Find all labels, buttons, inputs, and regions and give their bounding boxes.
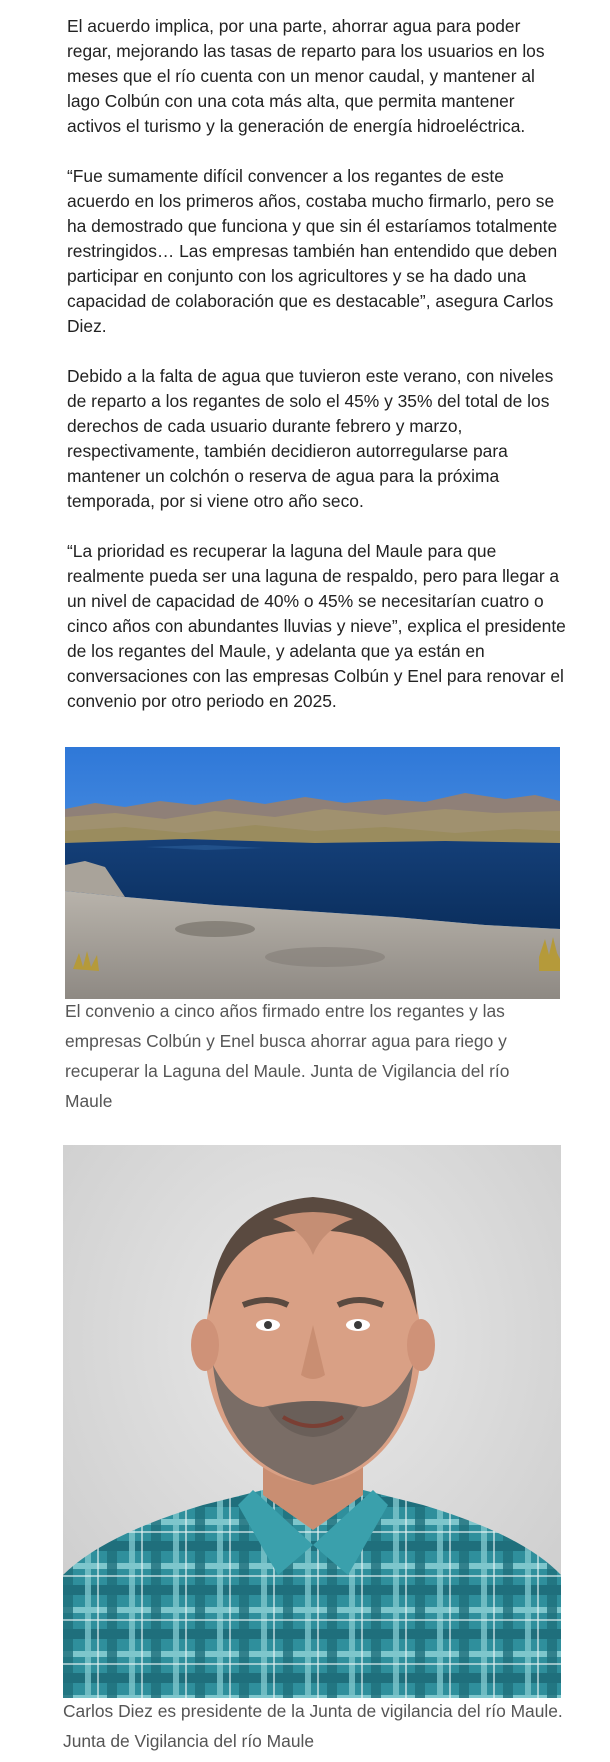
portrait-photo[interactable] xyxy=(63,1145,561,1698)
portrait-image xyxy=(63,1145,561,1698)
article-paragraph: “Fue sumamente difícil convencer a los regantes de este acuerdo en los primeros años, costaba mucho firmarlo, pero se ha demostrado que funciona y que sin él estaríamos totalmente restringidos… Las empresas también han entendido que deben participar en conjunto con los agricultores y se ha dado una capacidad de colaboración que es destacable”, asegura Carlos Diez. xyxy=(67,166,558,336)
figure-caption: El convenio a cinco años firmado entre los regantes y las empresas Colbún y Enel busca ahorrar agua para riego y recuperar la Laguna del Maule. Junta de Vigilancia del río Maule xyxy=(65,1001,510,1111)
article-paragraph: “La prioridad es recuperar la laguna del Maule para que realmente pueda ser una laguna de respaldo, pero para llegar a un nivel de capacidad de 40% o 45% se necesitarían cuatro o cinco años con abundantes lluvias y nieve”, explica el presidente de los regantes del Maule, y adelanta que ya están en conversaciones con las empresas Colbún y Enel para renovar el convenio por otro periodo en 2025. xyxy=(67,541,566,711)
figure-caption: Carlos Diez es presidente de la Junta de vigilancia del río Maule. Junta de Vigilancia del río Maule xyxy=(63,1701,563,1751)
lake-landscape-image xyxy=(65,747,560,999)
article-paragraph: Debido a la falta de agua que tuvieron este verano, con niveles de reparto a los regantes de solo el 45% y 35% del total de los derechos de cada usuario durante febrero y marzo, respectivamente, también decidieron autorregularse para mantener un colchón o reserva de agua para la próxima temporada, por si viene otro año seco. xyxy=(67,366,554,511)
lake-landscape-photo[interactable] xyxy=(65,747,560,999)
article-paragraph: El acuerdo implica, por una parte, ahorrar agua para poder regar, mejorando las tasas de reparto para los usuarios en los meses que el río cuenta con un menor caudal, y mantener al lago Colbún con una cota más alta, que permita mantener activos el turismo y la generación de energía hidroeléctrica. xyxy=(67,16,545,136)
